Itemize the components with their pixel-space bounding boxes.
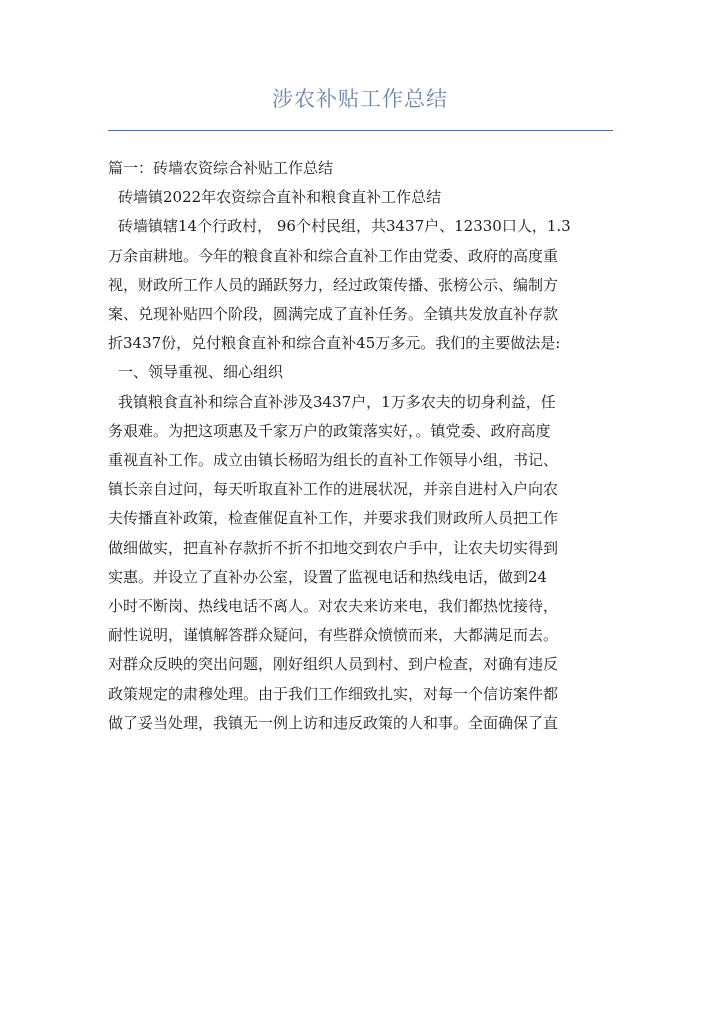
paragraph-line: 案、兑现补贴四个阶段，圆满完成了直补任务。全镇共发放直补存款 bbox=[108, 305, 559, 324]
document-title: 涉农补贴工作总结 bbox=[272, 87, 448, 111]
paragraph-line: 做了妥当处理，我镇无一例上访和违反政策的人和事。全面确保了直 bbox=[108, 713, 559, 732]
paragraph-line: 砖墙镇辖14个行政村， 96个村民组，共3437户、12330口人，1.3 bbox=[118, 217, 571, 236]
paragraph-line: 万余亩耕地。今年的粮食直补和综合直补工作由党委、政府的高度重 bbox=[108, 246, 559, 265]
paragraph-line: 做细做实，把直补存款折不折不扣地交到农户手中，让农夫切实得到 bbox=[108, 538, 559, 557]
paragraph-line: 小时不断岗、热线电话不离人。对农夫来访来电，我们都热忱接待， bbox=[108, 597, 559, 616]
paragraph-line: 重视直补工作。成立由镇长杨昭为组长的直补工作领导小组，书记、 bbox=[108, 451, 559, 470]
paragraph-line: 视，财政所工作人员的踊跃努力，经过政策传播、张榜公示、编制方 bbox=[108, 275, 559, 294]
paragraph-line: 折3437份，兑付粮食直补和综合直补45万多元。我们的主要做法是: bbox=[108, 334, 561, 353]
document-body bbox=[108, 154, 628, 738]
paragraph-line: 夫传播直补政策，检查催促直补工作，并要求我们财政所人员把工作 bbox=[108, 509, 559, 528]
subheading-line: 一、领导重视、细心组织 bbox=[118, 363, 284, 382]
paragraph-line: 我镇粮食直补和综合直补涉及3437户，1万多农夫的切身利益，任 bbox=[118, 392, 556, 411]
subtitle-line: 砖墙镇2022年农资综合直补和粮食直补工作总结 bbox=[118, 188, 442, 207]
title-divider bbox=[108, 130, 613, 131]
section-heading: 篇一：砖墙农资综合补贴工作总结 bbox=[108, 159, 334, 177]
paragraph-line: 实惠。并设立了直补办公室，设置了监视电话和热线电话，做到24 bbox=[108, 567, 548, 586]
paragraph-line: 对群众反映的突出问题，刚好组织人员到村、到户检查，对确有违反 bbox=[108, 655, 559, 674]
paragraph-line: 政策规定的肃穆处理。由于我们工作细致扎实，对每一个信访案件都 bbox=[108, 684, 559, 703]
paragraph-line: 镇长亲自过问，每天听取直补工作的进展状况，并亲自进村入户向农 bbox=[108, 480, 559, 499]
paragraph-line: 耐性说明，谨慎解答群众疑问，有些群众愤愤而来，大都满足而去。 bbox=[108, 626, 559, 645]
paragraph-line: 务艰难。为把这项惠及千家万户的政策落实好，。镇党委、政府高度 bbox=[108, 421, 551, 440]
